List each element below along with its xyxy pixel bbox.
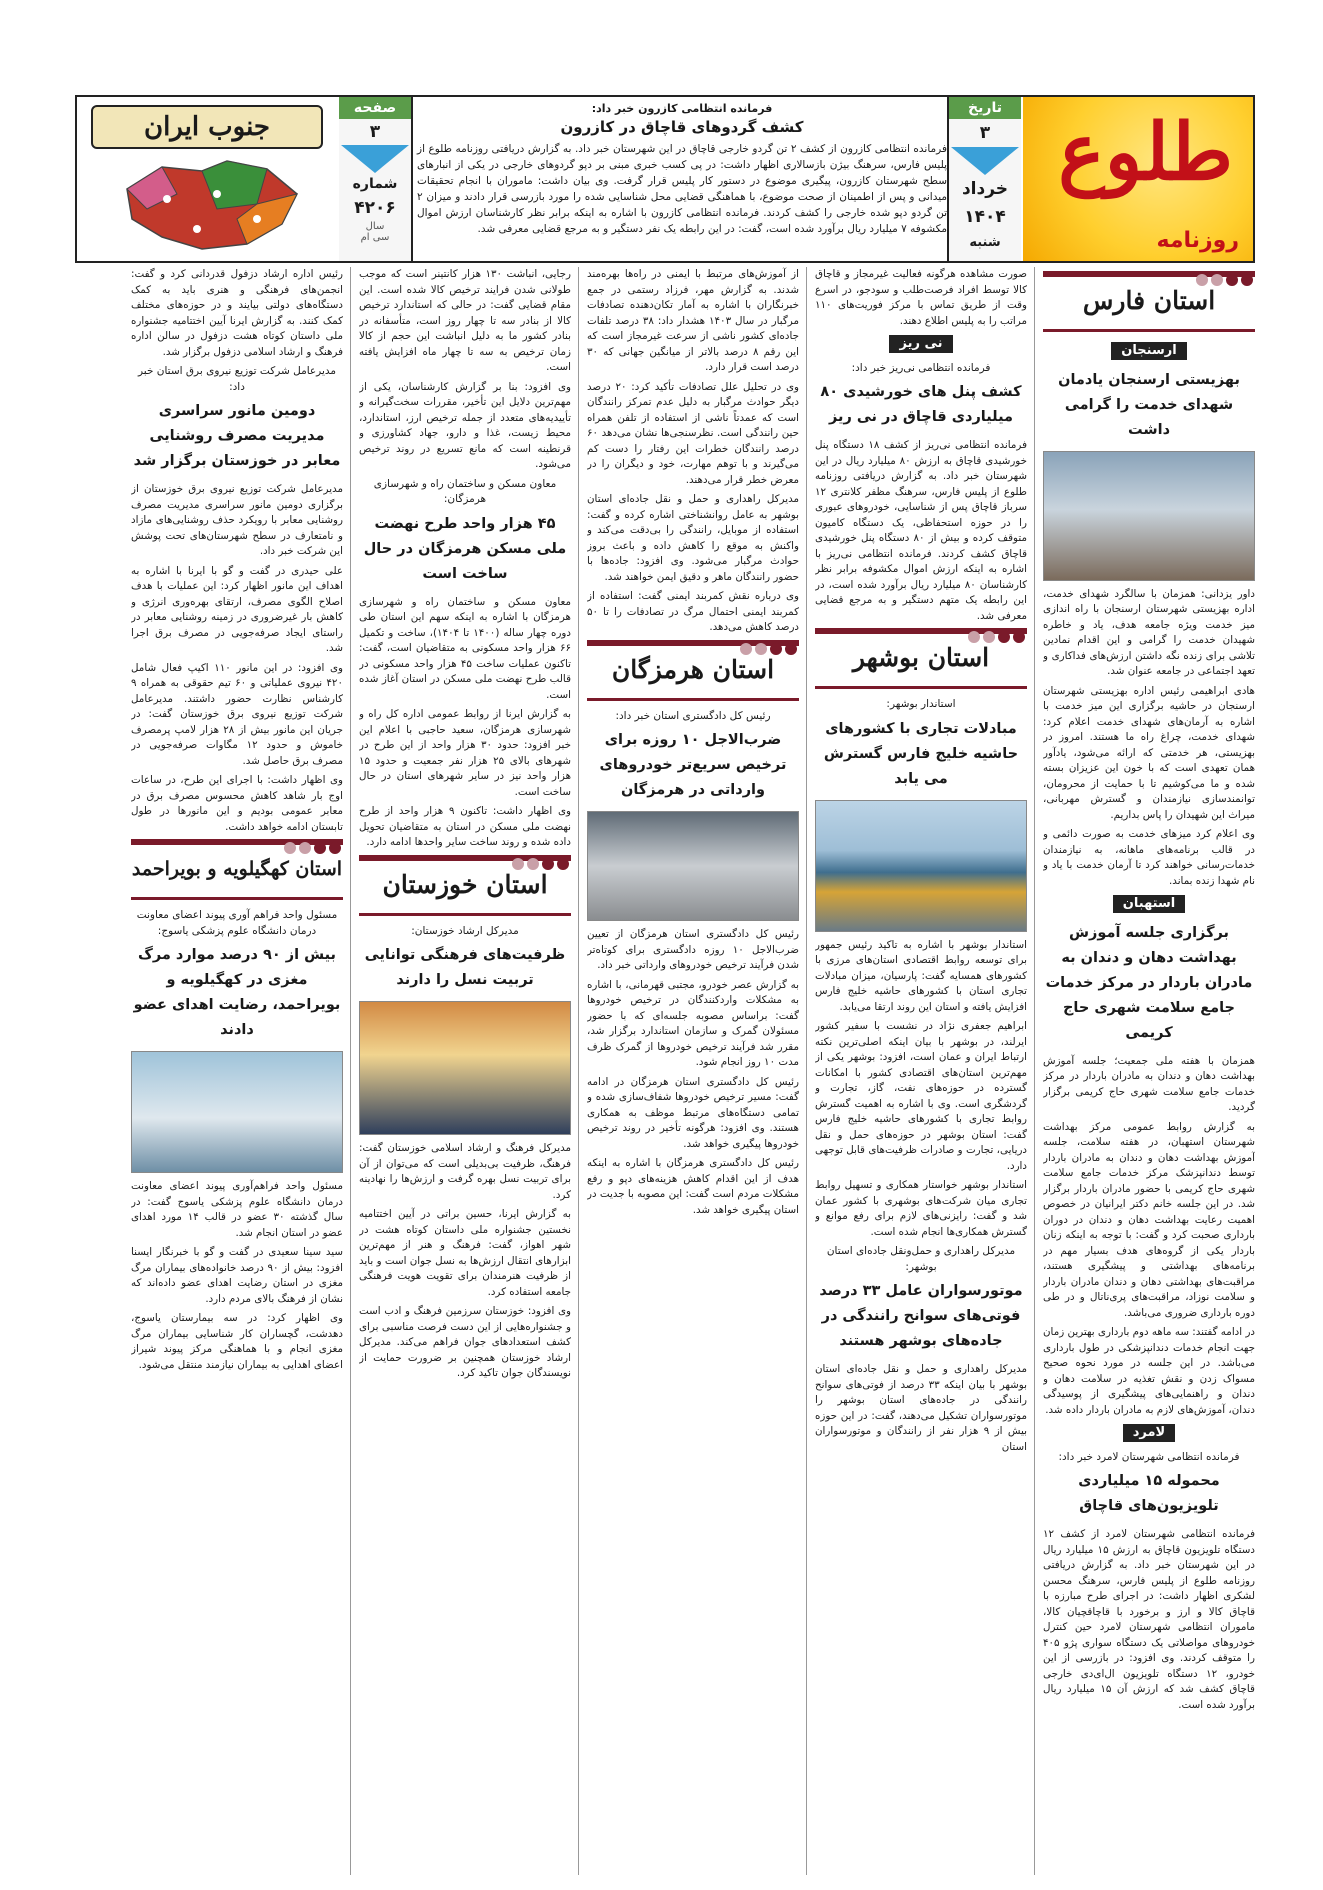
headline: کشف پنل های خورشیدی ۸۰ میلیاردی قاچاق در نی ریز (820, 384, 1022, 425)
issue-number: ۴۲۰۶ (354, 198, 396, 218)
article-text: از آموزش‌های مرتبط با ایمنی در راه‌ها بهره‌مند شدند. به گزارش مهر، فرزاد رستمی در جمع خبرنگاران با اشاره به آمار تکان‌دهنده تصادفات مرگبار در سال ۱۴۰۳ هشدار داد: ۳۸ درصد تلفات جاده‌ای کشور ناشی از سرعت غیرمجاز است که این رقم ۸ درصد بالاتر از میانگین جهانی که ۳۰ درصد است قرار دارد. (587, 268, 799, 373)
article-text: به گزارش روابط عمومی مرکز بهداشت شهرستان استهبان، در هفته سلامت، جلسه آموزش بهداشت دهان و دندان به مادران باردار توسط دندانپزشک مرکز خدمات جامع سلامت شهری حاج کریمی با حضور مادران باردار برگزار شد. در این جلسه خانم دکتر ایرانیان در خصوص اهمیت رعایت بهداشت دهان و دندان در دوران بارداری صحبت کرد و گفت: با توجه به اینکه زنان باردار یکی از گروه‌های هدف بسیار مهم در برنامه‌های بهداشتی و پیشگیری هستند، مراقبت‌های بهداشتی دهان و دندان مادران باردار و سلامت نوزاد، مراقبت‌های پری‌ناتال و در طی دوره بارداری ضروری می‌باشد. (1043, 1120, 1255, 1319)
article-text: رئیس کل دادگستری استان هرمزگان در ادامه گفت: مسیر ترخیص خودروها شفاف‌سازی شده و تمامی دستگاه‌های مرتبط موظف به همکاری هستند. وی افزود: هرگونه تأخیر در روند ترخیص خودروها پیگیری خواهد شد. (587, 1075, 799, 1150)
article-text: مدیرکل فرهنگ و ارشاد اسلامی خوزستان گفت: فرهنگ، ظرفیت بی‌بدیلی است که می‌توان از آن برای تربیت نسل بهره گرفت و ارزش‌ها را نهادینه کرد. (359, 1142, 571, 1201)
headline: موتورسواران عامل ۳۳ درصد فوتی‌های سوانح رانندگی در جاده‌های بوشهر هستند (819, 1283, 1023, 1349)
article-text: وی افزود: خوزستان سرزمین فرهنگ و ادب است و جشنواره‌هایی از این دست فرصت مناسبی برای کشف استعدادهای جوان فراهم می‌کند. مدیرکل ارشاد خوزستان همچنین بر ضرورت حمایت از نویسندگان جوان تاکید کرد. (359, 1305, 571, 1379)
article-text: وی اظهار کرد: در سه بیمارستان یاسوج، دهدشت، گچساران کار شناسایی بیماران مرگ مغزی انجام و با هماهنگی مرکز پیوند شیراز اعضای اهدایی به بیماران نیازمند منتقل می‌شود. (131, 1312, 343, 1371)
article-text: استاندار بوشهر خواستار همکاری و تسهیل روابط تجاری میان شرکت‌های بوشهری با کشور عمان شد و گفت: رایزنی‌های لازم برای رفع موانع و گسترش همکاری‌ها انجام شده است. (815, 1179, 1027, 1238)
header-news-title: کشف گردوهای قاچاق در کازرون (560, 118, 804, 136)
article-text: رئیس کل دادگستری استان هرمزگان از تعیین ضرب‌الاجل ۱۰ روزه دادگستری برای کوتاه‌تر شدن فرآیند ترخیص خودروهای وارداتی خبر داد. (587, 928, 799, 971)
headline: ۴۵ هزار واحد طرح نهضت ملی مسکن هرمزگان در حال ساخت است (363, 515, 567, 582)
year-label: سال (365, 221, 385, 232)
masthead (75, 95, 1255, 263)
article-text: مدیرکل راهداری و حمل و نقل جاده‌ای استان بوشهر با بیان اینکه ۳۳ درصد از فوتی‌های سوانح رانندگی در جاده‌های استان بوشهر را موتورسواران تشکیل می‌دهند، گفت: در این حوزه بیش از ۹ هزار نفر از رانندگان و موتورسواران استان (815, 1363, 1027, 1453)
headline: مبادلات تجاری با کشورهای حاشیه خلیج فارس گسترش می یابد (823, 720, 1019, 787)
column-fars (1043, 267, 1255, 1875)
headline: بیش از ۹۰ درصد موارد مرگ مغزی در کهگیلویه و بویراحمد، رضایت اهدای عضو دادند (133, 947, 341, 1038)
article-text: صورت مشاهده هرگونه فعالیت غیرمجاز و قاچاق کالا توسط افراد فرصت‌طلب و سودجو، در اسرع وقت از طریق تماس با مرکز فوریت‌های ۱۱۰ مراتب را به پلیس اطلاع دهند. (815, 268, 1027, 327)
section-banner-kohgiluyeh (131, 839, 343, 900)
section-banner-title: استان هرمزگان (611, 654, 775, 684)
section-banner-bushehr (815, 628, 1027, 689)
article-text: وی اظهار داشت: تاکنون ۹ هزار واحد از طرح نهضت ملی مسکن در استان به متقاضیان تحویل داده شده و روند ساخت سایر واحدها ادامه دارد. (359, 805, 571, 848)
article-text: رجایی، انباشت ۱۳۰ هزار کانتینر است که موجب طولانی شدن فرایند ترخیص کالا شده است. این مقام قضایی گفت: در حالی که استاندارد ترخیص کالا از بنادر سه تا چهار روز است، متأسفانه در بنادر کشور ما به دلیل انباشت این حجم از کالا زمان ترخیص به سه تا چهار ماه افزایش یافته است. (359, 268, 571, 373)
article-text: به گزارش ایرنا از روابط عمومی اداره کل راه و شهرسازی هرمزگان، سعید حاجبی با اعلام این خبر افزود: حدود ۳۰ هزار واحد از این طرح در شهرهای بالای ۲۵ هزار نفر جمعیت و حدود ۱۵ هزار واحد نیز در سایر شهرهای استان در حال ساخت است. (359, 708, 571, 798)
year-value: سی ام (360, 232, 390, 243)
headline: بهزیستی ارسنجان یادمان شهدای خدمت را گرامی داشت (1058, 371, 1240, 438)
issue-label: شماره (352, 176, 398, 192)
headline: ظرفیت‌های فرهنگی توانایی تربیت نسل را دارند (364, 947, 566, 988)
date-weekday: شنبه (969, 235, 1001, 250)
newspaper-page (75, 95, 1255, 1875)
south-iran-box (77, 97, 339, 261)
photo-cars (587, 811, 799, 921)
triangle-icon (951, 147, 1019, 175)
section-banner-title: استان بوشهر (852, 643, 990, 672)
page-label: صفحه (339, 97, 411, 119)
article-text: همزمان با هفته ملی جمعیت؛ جلسه آموزش بهداشت دهان و دندان به مادران باردار در مرکز خدمات جامع سلامت شهری حاج کریمی برگزار گردید. (1043, 1054, 1255, 1113)
section-banner-title: استان فارس (1082, 286, 1216, 315)
article-text: وی در تحلیل علل تصادفات تأکید کرد: ۲۰ درصد دیگر حوادث مرگبار به دلیل عدم تمرکز رانندگان است که عمدتاً ناشی از استفاده از تلفن همراه حین رانندگی است. نظرسنجی‌ها نشان می‌دهد ۶۰ درصد رانندگان خطرات این رفتار را دست کم می‌گیرند و با توهم مهارت، خود و دیگران را در معرض خطر قرار می‌دهند. (587, 380, 799, 486)
south-iran-title: جنوب ایران (91, 105, 323, 149)
column-bushehr (815, 267, 1027, 1875)
headline: دومین مانور سراسری مدیریت مصرف روشنایی معابر در خوزستان برگزار شد (133, 403, 341, 469)
article-text: سید سینا سعیدی در گفت و گو با خبرنگار ایسنا افزود: بیش از ۹۰ درصد خانواده‌های بیماران مرگ مغزی در استان رضایت اهدای عضو داده‌اند که نشان از فرهنگ بالای مردم دارد. (131, 1246, 343, 1305)
headline: محموله ۱۵ میلیاردی تلویزیون‌های قاچاق (1078, 1473, 1220, 1514)
article-text: در ادامه گفتند: سه ماهه دوم بارداری بهترین زمان جهت انجام خدمات دندانپزشکی در طول بارداری می‌باشد. در این جلسه در مورد نحوه صحیح مسواک زدن و نقش تغذیه در سلامت دهان و دندان و راهنمایی‌های پیشگیری از پوسیدگی دندان، آموزش‌های لازم به مادران باردار داده شد. (1043, 1326, 1255, 1416)
kicker: مدیرکل راهداری و حمل‌ونقل جاده‌ای استان بوشهر: (826, 1245, 1016, 1273)
article-text: به گزارش ایرنا، حسین براتی در آیین اختتامیه نخستین جشنواره ملی داستان کوتاه هشت در شهر اهواز، گفت: فرهنگ و هنر از مهم‌ترین ابزارهای انتقال ارزش‌ها به نسل جوان است و باید از ظرفیت هنرمندان برای تقویت هویت فرهنگی جامعه استفاده کرد. (359, 1208, 571, 1298)
article-text: رئیس کل دادگستری هرمزگان با اشاره به اینکه هدف از این اقدام کاهش هزینه‌های دپو و رفع مشکلات مردم است گفت: این مصوبه با جدیت در استان پیگیری خواهد شد. (587, 1157, 799, 1216)
kicker: مدیرکل ارشاد خوزستان: (411, 924, 519, 937)
article-text: ابراهیم جعفری نژاد در نشست با سفیر کشور ایرلند، در بوشهر با بیان اینکه اصلی‌ترین نکته ارتباط ایران و عمان است، افزود: بوشهر یکی از مهم‌ترین استان‌های اقتصادی کشور با امکانات گسترده در حوزه‌های نفت، گاز، تجارت و گردشگری است. وی با اشاره به اهمیت گسترش روابط تجاری با کشورهای حاشیه خلیج فارس گفت: استان بوشهر در حوزه‌های حمل و نقل دریایی، تجارت و صادرات ظرفیت‌های قابل توجهی دارد. (815, 1020, 1027, 1172)
city-label: ارسنجان (1111, 342, 1186, 360)
column-divider (578, 267, 579, 1875)
column-divider (806, 267, 807, 1875)
city-label: نی ریز (889, 335, 952, 353)
column-hormozgan (587, 267, 799, 1875)
kicker: فرمانده انتظامی شهرستان لامرد خبر داد: (1058, 1450, 1240, 1463)
article-text: وی افزود: در این مانور ۱۱۰ اکیپ فعال شامل ۴۲۰ نیروی عملیاتی و ۶۰ تیم حقوقی به همراه ۹ کارشناس نظارت حضور داشتند. مدیرعامل شرکت توزیع نیروی برق خوزستان گفت: در جریان این مانور بیش از ۲۸ هزار لامپ پرمصرف خاموش و حدود ۱۲ مگاوات صرفه‌جویی در مصرف برق حاصل شد. (131, 661, 343, 767)
column-divider (350, 267, 351, 1875)
article-text: فرمانده انتظامی نی‌ریز از کشف ۱۸ دستگاه پنل خورشیدی قاچاق به ارزش ۸۰ میلیارد ریال در این شهرستان خبر داد. به گزارش دریافتی روزنامه طلوع از پلیس فارس، سرهنگ مظفر کلانتری ۱۲ سرباز قاچاق پس از شناسایی، خودروهای عبوری را در حوزه استحفاظی، یک دستگاه کامیون متوقف کرده و بیش از ۸۰ دستگاه پنل خورشیدی قاچاق کشف کردند. فرمانده انتظامی نی‌ریز با اشاره به اینکه ارزش اموال مکشوفه برابر نظر کارشناسان ۸۰ میلیارد ریال برآورد شده است، در این رابطه یک متهم دستگیر و به مرجع قضایی معرفی شد. (815, 439, 1027, 622)
column-divider (1034, 267, 1035, 1875)
date-year: ۱۴۰۴ (964, 207, 1006, 227)
section-banner-title: استان خوزستان (382, 869, 548, 899)
article-text: رئیس اداره ارشاد دزفول قدردانی کرد و گفت: انجمن‌های فرهنگی و هنری باید به کمک دستگاه‌های دولتی بیایند و در حوزه‌های مختلف کمک کنند. به گزارش ایرنا آیین اختتامیه جشنواره ملی داستان کوتاه هشت دزفول در سالن اداره فرهنگ و ارشاد اسلامی دزفول برگزار شد. (131, 268, 343, 358)
page-info-box (337, 97, 413, 261)
photo-clinic (1043, 451, 1255, 581)
kicker: استاندار بوشهر: (886, 698, 956, 710)
logo-subtitle: روزنامه (1156, 228, 1239, 253)
date-day: ۳ (979, 123, 991, 143)
kicker: مسئول واحد فراهم آوری پیوند اعضای معاونت درمان دانشگاه علوم پزشکی یاسوج: (136, 909, 338, 937)
article-text: وی اظهار داشت: با اجرای این طرح، در ساعات اوج بار شاهد کاهش محسوس مصرف برق در معابر عمومی بودیم و این مانورها در طول تابستان ادامه خواهد داشت. (131, 774, 343, 833)
logo-title: طلوع (1058, 107, 1233, 198)
kicker: معاون مسکن و ساختمان راه و شهرسازی هرمزگان: (373, 477, 557, 505)
section-banner-fars (1043, 271, 1255, 332)
page-number: ۳ (369, 122, 381, 142)
article-text: وی افزود: بنا بر گزارش کارشناسان، یکی از مهم‌ترین دلایل این تأخیر، مقررات سخت‌گیرانه و تأییدیه‌های متعدد از جمله ترخیص ارز، استاندارد، محیط زیست، غذا و دارو، جهاد کشاورزی و قرنطینه است که مانع تسریع در روند ترخیص می‌شود. (359, 380, 571, 470)
date-box (947, 97, 1021, 261)
headline: ضرب‌الاجل ۱۰ روزه برای ترخیص سریع‌تر خودروهای وارداتی در هرمزگان (599, 732, 787, 798)
map-icon (107, 149, 307, 257)
kicker: فرمانده انتظامی نی‌ریز خبر داد: (851, 361, 991, 374)
article-text: وی اعلام کرد میزهای خدمت به صورت دائمی و در قالب برنامه‌های ماهانه، به نیازمندان خدمات‌رسانی خواهند کرد تا آرمان خدمت با یاد و نام شهدا زنده بماند. (1043, 828, 1255, 887)
column-kohgiluyeh (131, 267, 343, 1875)
header-news-kicker: فرمانده انتظامی کازرون خبر داد: (591, 102, 773, 115)
article-text: معاون مسکن و ساختمان راه و شهرسازی هرمزگان با اشاره به اینکه سهم این استان طی دوره چهار ساله (۱۴۰۰ تا ۱۴۰۴)، ساخت و تکمیل ۶۶ هزار واحد مسکونی به متقاضیان است، گفت: تاکنون عملیات ساخت ۴۵ هزار واحد مسکونی در قالب طرح نهضت ملی مسکن در استان آغاز شده است. (359, 595, 571, 701)
kicker: رئیس کل دادگستری استان خبر داد: (615, 709, 771, 722)
header-news (417, 101, 947, 257)
city-label: استهبان (1113, 895, 1185, 913)
article-text: مسئول واحد فراهم‌آوری پیوند اعضای معاونت درمان دانشگاه علوم پزشکی یاسوج گفت: در سال گذشته ۳۰ عضو در قالب ۱۴ مورد اهدای عضو در استان انجام شد. (131, 1180, 343, 1239)
article-text: علی حیدری در گفت و گو با ایرنا با اشاره به اهداف این مانور اظهار کرد: این عملیات با هدف اصلاح الگوی مصرف، ارتقای بهره‌وری انرژی و کاهش بار غیرضروری در زمینه روشنایی معابر در راستای ایجاد صرفه‌جویی در مصرف برق اجرا شد. (131, 564, 343, 654)
kicker: مدیرعامل شرکت توزیع نیروی برق استان خبر داد: (137, 365, 337, 393)
article-text: مدیرکل راهداری و حمل و نقل جاده‌ای استان بوشهر به عامل روانشناختی اشاره کرده و گفت: استفاده از موبایل، رانندگی را بی‌دقت می‌کند و واکنش به موقع را کاهش داده و باعث بروز حوادث مرگبار می‌شود. وی افزود: جاده‌ها با حضور رانندگان ماهر و دقیق ایمن خواهند شد. (587, 493, 799, 583)
article-text: استاندار بوشهر با اشاره به تاکید رئیس جمهور برای توسعه روابط اقتصادی استان‌های مرزی با کشورهای همسایه گفت: پارسیان، میزان مبادلات تجاری استان با کشورهای حاشیه خلیج فارس افزایش یافته و استان این روند ارتقا می‌یابد. (815, 938, 1027, 1013)
article-text: به گزارش عصر خودرو، مجتبی قهرمانی، با اشاره به مشکلات واردکنندگان در ترخیص خودروها گفت: براساس مصوبه جلسه‌ای که با حضور مسئولان گمرک و سازمان استاندارد برگزار شد، مقرر شد فرآیند ترخیص خودروها از گمرک ظرف مدت ۱۰ روز انجام شود. (587, 978, 799, 1068)
article-text: وی درباره نقش کمربند ایمنی گفت: استفاده از کمربند ایمنی احتمال مرگ در تصادفات را تا ۵۰ درصد کاهش می‌دهد. (587, 590, 799, 633)
logo (1023, 97, 1253, 261)
article-text: مدیرعامل شرکت توزیع نیروی برق خوزستان از برگزاری دومین مانور سراسری مدیریت مصرف روشنایی معابر با رویکرد حذف روشنایی‌های مازاد و نامتعارف در سطح شهرستان‌های تحت پوشش این شرکت خبر داد. (131, 483, 343, 557)
article-text: فرمانده انتظامی شهرستان لامرد از کشف ۱۲ دستگاه تلویزیون قاچاق به ارزش ۱۵ میلیارد ریال در این شهرستان خبر داد. به گزارش دریافتی روزنامه طلوع از پلیس فارس، سرهنگ محسن لشکری اظهار داشت: در اجرای طرح مبارزه با قاچاق کالا و ارز و برخورد با قاچاقچیان کالا، ماموران انتظامی شهرستان لامرد حین کنترل خودروهای مواصلاتی یک دستگاه سواری پژو ۴۰۵ را متوقف کردند. وی افزود: در بازرسی از این خودرو، ۱۲ دستگاه تلویزیون ال‌ای‌دی خارجی قاچاق کشف شد که ارزش آن ۱۵ میلیارد ریال برآورد شده است. (1043, 1528, 1255, 1711)
photo-organ-donation (131, 1051, 343, 1173)
city-label: لامرد (1123, 1424, 1176, 1442)
photo-ceremony (359, 1001, 571, 1135)
section-banner-hormozgan (587, 640, 799, 701)
section-banner-khuzestan (359, 855, 571, 916)
column-khuzestan (359, 267, 571, 1875)
article-text: هادی ابراهیمی رئیس اداره بهزیستی شهرستان ارسنجان در حاشیه برگزاری این میز خدمت با اشاره به آرمان‌های شهدای خدمت اعلام کرد: شهدای خدمت، چراغ راه ما هستند. امروز در بهزیستی، هر خدمتی که ارائه می‌شود، یادآور همان تعهدی است که با خون این عزیزان بسته شده و ما می‌کوشیم تا با حمایت از محرومان، توانمندسازی نیازمندان و گسترش مهربانی، میراث این شهیدان را پاس بداریم. (1043, 684, 1255, 821)
header-news-body: فرمانده انتظامی کازرون از کشف ۲ تن گردو خارجی قاچاق در این شهرستان خبر داد. به گزارش دریافتی روزنامه طلوع از پلیس فارس، سرهنگ بیژن بازسالاری اظهار داشت: در پی کسب خبری مبنی بر دپو گردوهای خارجی در یکی از انبارهای سطح شهرستان کازرون، پیگیری موضوع در دستور کار پلیس قرار گرفت. وی بیان داشت: ماموران با انجام تحقیقات میدانی و پس از اطمینان از صحت موضوع، با هماهنگی قضایی محل شناسایی شده را مورد بازرسی قرار دادند و میزان ۲ تن گردو دپو شده خارجی را کشف کردند. فرمانده انتظامی کازرون با اشاره به اینکه برابر نظر کارشناسان ارزش اموال مکشوفه ۷ میلیارد ریال برآورد شده است، گفت: در این رابطه یک نفر دستگیر و به مرجع قضایی معرفی شد. (417, 143, 947, 235)
section-banner-title: استان کهگیلویه و بویراحمد (131, 858, 343, 880)
date-month: خرداد (961, 179, 1009, 199)
photo-port (815, 800, 1027, 932)
date-label: تاریخ (949, 97, 1021, 119)
triangle-icon (341, 145, 409, 173)
article-text: داور یزدانی: همزمان با سالگرد شهدای خدمت، اداره بهزیستی شهرستان ارسنجان با راه اندازی میز خدمت ویژه جامعه هدف، یاد و خاطره شهیدان خدمت را گرامی و این اقدام نمادین تلاشی برای زنده نگه داشتن ارزش‌های فداکاری و تعهد اجتماعی در جامعه عنوان شد. (1043, 587, 1255, 677)
headline: برگزاری جلسه آموزش بهداشت دهان و دندان به مادران باردار در مرکز خدمات جامع سلامت شهری حاج کریمی (1045, 924, 1253, 1041)
